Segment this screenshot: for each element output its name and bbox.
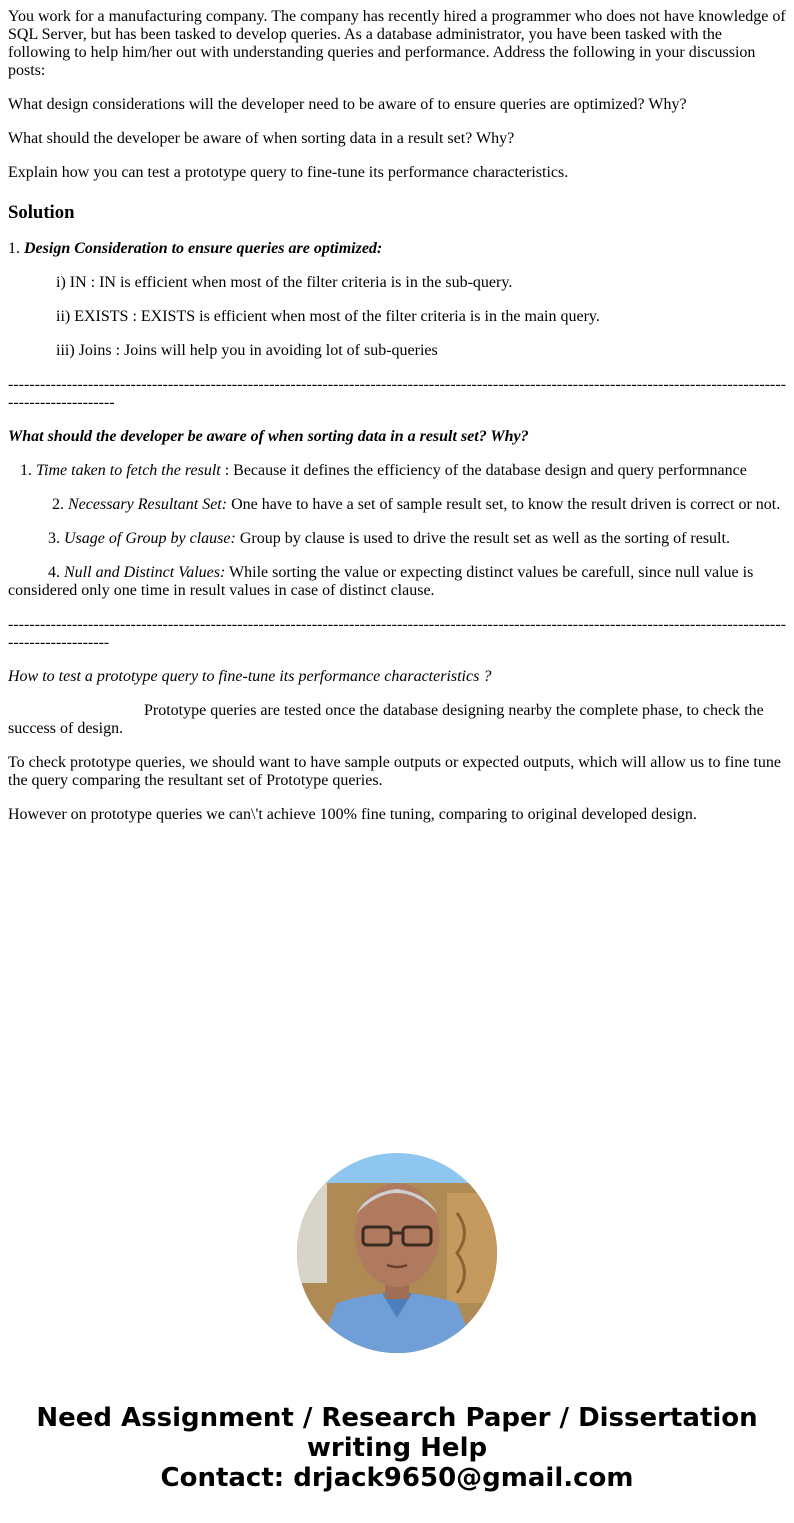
divider: --------------------------------------------------------------------------------------------------------------------------------------------------------------------- bbox=[8, 616, 786, 651]
section-2-item bbox=[8, 530, 786, 548]
item-text: Group by clause is used to drive the result set as well as the sorting of result. bbox=[235, 530, 730, 547]
item-term: Necessary Resultant Set: bbox=[68, 496, 228, 513]
item-number: 2. bbox=[52, 496, 64, 513]
section-2-item bbox=[8, 564, 786, 600]
section-3-title bbox=[8, 668, 786, 686]
section-1-item: ii) EXISTS : EXISTS is efficient when most of the filter criteria is in the main query. bbox=[56, 308, 600, 325]
banner-line-1: Need Assignment / Research Paper / Dissertation bbox=[36, 1403, 758, 1433]
section-1-title-text: Design Consideration to ensure queries are optimized: bbox=[24, 240, 383, 257]
item-text: One have to have a set of sample result set, to know the result driven is correct or not. bbox=[227, 496, 781, 513]
section-2-title-text: What should the developer be aware of when sorting data in a result set? Why? bbox=[8, 428, 529, 445]
solution-heading: Solution bbox=[8, 202, 75, 223]
item-number: 3. bbox=[48, 530, 60, 547]
portrait-image bbox=[297, 1153, 497, 1353]
section-3-paragraph: Prototype queries are tested once the database designing nearby the complete phase, to check the success of design. bbox=[8, 702, 764, 737]
section-1-title bbox=[8, 240, 786, 258]
contact-email: Contact: drjack9650@gmail.com bbox=[160, 1463, 634, 1493]
section-1-number: 1. bbox=[8, 240, 20, 257]
question-intro: You work for a manufacturing company. The company has recently hired a programmer who does not have knowledge of SQL Server, but has been tasked to develop queries. As a database administrator, you have been tasked with the following to help him/her out with understanding queries and performance. Address the following in your discussion posts: bbox=[8, 8, 786, 79]
question-3: Explain how you can test a prototype query to fine-tune its performance characteristics. bbox=[8, 164, 569, 181]
item-number: 1. bbox=[20, 462, 32, 479]
section-2-item bbox=[8, 496, 786, 514]
item-text: : Because it defines the efficiency of the database design and query performnance bbox=[220, 462, 747, 479]
document-body bbox=[8, 8, 786, 840]
item-number: 4. bbox=[48, 564, 60, 581]
banner-line-2: writing Help bbox=[306, 1433, 488, 1463]
section-3-title-text: How to test a prototype query to fine-tune its performance characteristics ? bbox=[8, 668, 492, 685]
question-2: What should the developer be aware of when sorting data in a result set? Why? bbox=[8, 130, 515, 147]
contact-banner bbox=[0, 1403, 794, 1493]
question-1: What design considerations will the developer need to be aware of to ensure queries are optimized? Why? bbox=[8, 96, 687, 113]
section-2-title bbox=[8, 428, 786, 446]
section-1-item: i) IN : IN is efficient when most of the filter criteria is in the sub-query. bbox=[56, 274, 513, 291]
author-avatar bbox=[297, 1153, 497, 1353]
divider: ---------------------------------------------------------------------------------------------------------------------------------------------------------------------- bbox=[8, 376, 786, 411]
section-1-item: iii) Joins : Joins will help you in avoiding lot of sub-queries bbox=[56, 342, 438, 359]
item-text: While sorting the value or expecting distinct values be carefull, since null value is considered only one time in result values in case of distinct clause. bbox=[8, 564, 754, 599]
section-2-item bbox=[8, 462, 786, 480]
section-3-paragraph: However on prototype queries we can\'t achieve 100% fine tuning, comparing to original developed design. bbox=[8, 806, 697, 823]
item-term: Usage of Group by clause: bbox=[64, 530, 236, 547]
section-3-paragraph: To check prototype queries, we should want to have sample outputs or expected outputs, which will allow us to fine tune the query comparing the resultant set of Prototype queries. bbox=[8, 754, 781, 789]
item-term: Null and Distinct Values: bbox=[64, 564, 226, 581]
item-term: Time taken to fetch the result bbox=[36, 462, 221, 479]
